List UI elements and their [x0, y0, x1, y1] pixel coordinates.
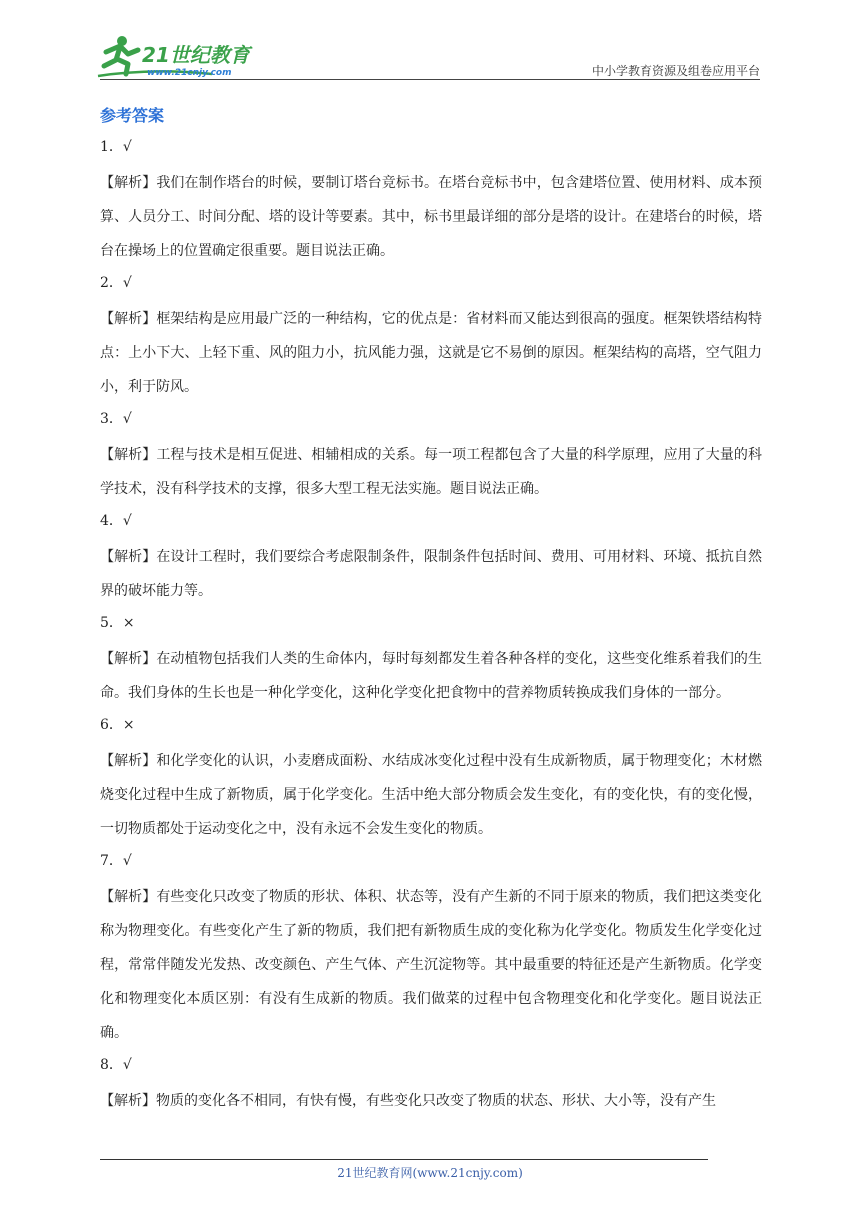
- answer-item: [100, 608, 762, 710]
- answer-item: [100, 132, 762, 268]
- question-number: 1．√: [100, 139, 132, 155]
- header-divider: [100, 79, 760, 80]
- analysis-text: 【解析】框架结构是应用最广泛的一种结构，它的优点是：省材料而又能达到很高的强度。框架铁塔结构特点：上小下大、上轻下重、风的阻力小，抗风能力强，这就是它不易倒的原因。框架结构的高塔，空气阻力小，利于防风。: [100, 311, 762, 395]
- footer-link[interactable]: 21世纪教育网(www.21cnjy.com): [337, 1166, 523, 1180]
- answer-item: [100, 1050, 762, 1118]
- answer-item: [100, 268, 762, 404]
- analysis-text: 【解析】和化学变化的认识，小麦磨成面粉、水结成冰变化过程中没有生成新物质，属于物理变化；木材燃烧变化过程中生成了新物质，属于化学变化。生活中绝大部分物质会发生变化，有的变化快，有的变化慢，一切物质都处于运动变化之中，没有永远不会发生变化的物质。: [100, 753, 762, 837]
- analysis-text: 【解析】在动植物包括我们人类的生命体内，每时每刻都发生着各种各样的变化，这些变化维系着我们的生命。我们身体的生长也是一种化学变化，这种化学变化把食物中的营养物质转换成我们身体的一部分。: [100, 651, 762, 701]
- analysis-text: 【解析】工程与技术是相互促进、相辅相成的关系。每一项工程都包含了大量的科学原理，应用了大量的科学技术，没有科学技术的支撑，很多大型工程无法实施。题目说法正确。: [100, 447, 762, 497]
- answer-content: [100, 102, 762, 1118]
- logo-url: www.21cnjy.com: [147, 68, 232, 78]
- question-number: 7．√: [100, 853, 132, 869]
- platform-slogan: 中小学教育资源及组卷应用平台: [591, 64, 760, 78]
- logo-text: 21世纪教育: [142, 43, 250, 67]
- footer-divider: [100, 1159, 708, 1160]
- analysis-text: 【解析】物质的变化各不相同，有快有慢，有些变化只改变了物质的状态、形状、大小等，没有产生: [100, 1093, 716, 1109]
- answer-item: [100, 506, 762, 608]
- answer-item: [100, 710, 762, 846]
- analysis-text: 【解析】有些变化只改变了物质的形状、体积、状态等，没有产生新的不同于原来的物质，我们把这类变化称为物理变化。有些变化产生了新的物质，我们把有新物质生成的变化称为化学变化。物质发生化学变化过程，常常伴随发光发热、改变颜色、产生气体、产生沉淀物等。其中最重要的特征还是产生新物质。化学变化和物理变化本质区别：有没有生成新的物质。我们做菜的过程中包含物理变化和化学变化。题目说法正确。: [100, 889, 762, 1041]
- analysis-text: 【解析】我们在制作塔台的时候，要制订塔台竞标书。在塔台竞标书中，包含建塔位置、使用材料、成本预算、人员分工、时间分配、塔的设计等要素。其中，标书里最详细的部分是塔的设计。在建塔台的时候，塔台在操场上的位置确定很重要。题目说法正确。: [100, 175, 762, 259]
- question-number: 5．×: [100, 615, 135, 631]
- answer-item: [100, 404, 762, 506]
- analysis-text: 【解析】在设计工程时，我们要综合考虑限制条件，限制条件包括时间、费用、可用材料、环境、抵抗自然界的破坏能力等。: [100, 549, 762, 599]
- question-number: 8．√: [100, 1057, 132, 1073]
- question-number: 4．√: [100, 513, 132, 529]
- page-header: [0, 0, 860, 80]
- site-logo[interactable]: [92, 32, 267, 82]
- runner-logo-icon: [92, 32, 267, 82]
- question-number: 3．√: [100, 411, 132, 427]
- answer-item: [100, 846, 762, 1050]
- section-title: 参考答案: [100, 106, 165, 125]
- question-number: 6．×: [100, 717, 135, 733]
- question-number: 2．√: [100, 275, 132, 291]
